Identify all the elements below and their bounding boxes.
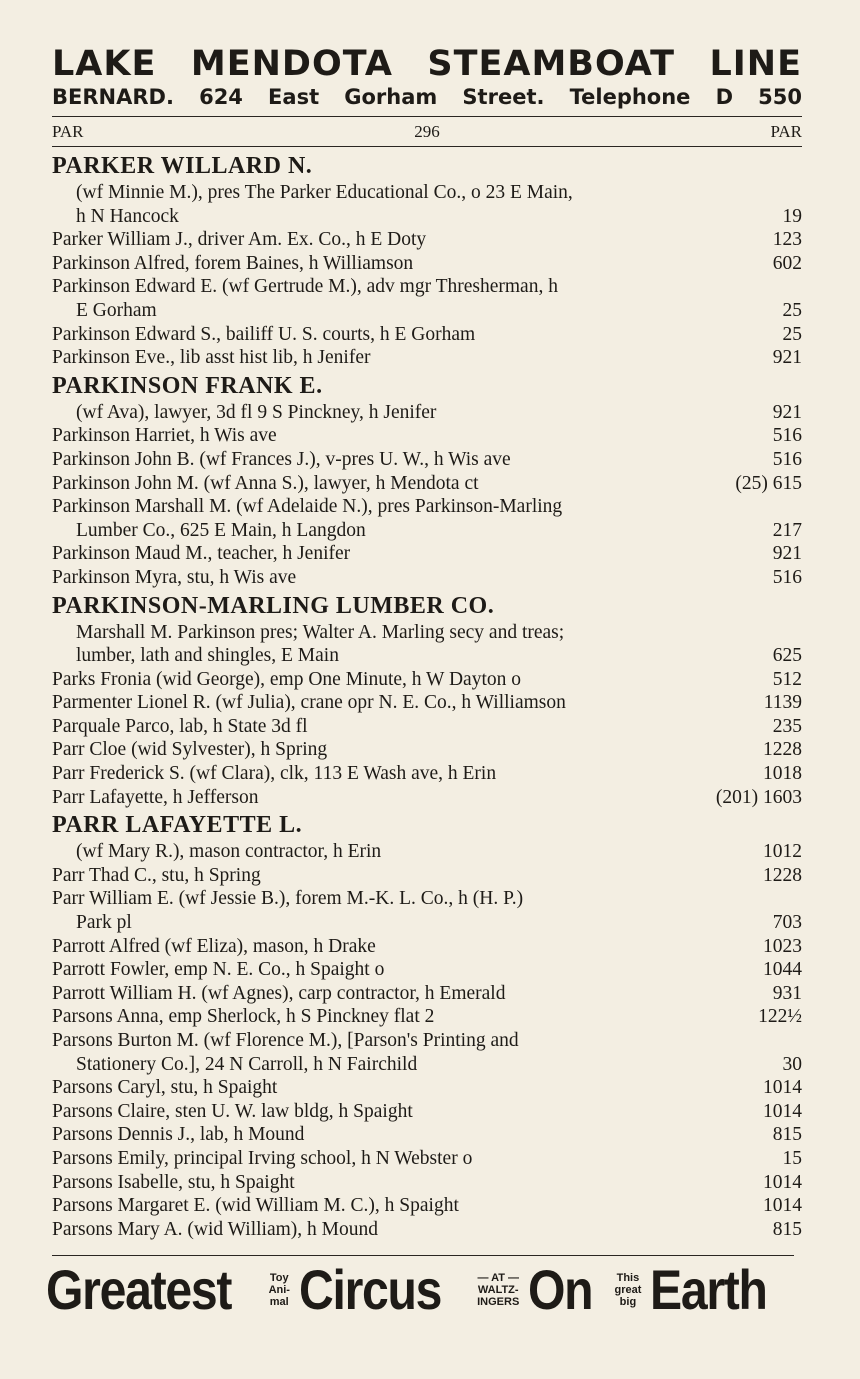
- directory-entry: [52, 1053, 802, 1077]
- entry-text: Parkinson Maud M., teacher, h Jenifer: [52, 543, 351, 565]
- entry-address-number: 516: [772, 566, 802, 588]
- entry-text: Parsons Burton M. (wf Florence M.), [Parson's Printing and: [52, 1030, 519, 1051]
- entry-address-number: 921: [772, 543, 802, 565]
- page-number: 296: [414, 122, 440, 141]
- entry-address-number: 1044: [763, 959, 802, 981]
- directory-entry: [52, 252, 802, 276]
- entry-address-number: 1012: [763, 841, 802, 863]
- entry-address-number: [792, 495, 802, 519]
- entry-heading: PARR LAFAYETTE L.: [52, 812, 303, 839]
- directory-page: [52, 44, 802, 1241]
- footer-word-circus: Circus: [298, 1258, 441, 1321]
- directory-entry: [52, 519, 802, 543]
- entry-address-number: 931: [772, 982, 802, 1004]
- entry-address-number: (201) 1603: [715, 786, 802, 808]
- entry-text: Parsons Claire, sten U. W. law bldg, h Spaight: [52, 1100, 413, 1122]
- stack-line: — AT —: [477, 1272, 519, 1284]
- directory-entry: [52, 323, 802, 347]
- run-right: PAR: [770, 122, 802, 141]
- entry-address-number: 1014: [763, 1077, 802, 1099]
- directory-entry: [52, 738, 802, 762]
- entry-text: lumber, lath and shingles, E Main: [76, 645, 339, 667]
- entry-text: Parkinson Edward S., bailiff U. S. courts, h E Gorham: [52, 323, 476, 345]
- stack-line: great: [614, 1284, 642, 1296]
- entry-address-number: 512: [772, 668, 802, 690]
- entry-text: Parquale Parco, lab, h State 3d fl: [52, 715, 308, 737]
- directory-entry: [52, 228, 802, 252]
- entry-text: (wf Mary R.), mason contractor, h Erin: [76, 841, 382, 863]
- directory-entry: [52, 786, 802, 810]
- entry-text: Parsons Emily, principal Irving school, h N Webster o: [52, 1147, 473, 1169]
- entry-address-number: 921: [772, 347, 802, 369]
- directory-entry: [52, 840, 802, 864]
- footer-word-greatest: Greatest: [46, 1258, 232, 1321]
- entry-address-number: 19: [782, 205, 802, 227]
- entry-text: Parsons Caryl, stu, h Spaight: [52, 1077, 278, 1099]
- entry-text: Parr Frederick S. (wf Clara), clk, 113 E Wash ave, h Erin: [52, 763, 497, 785]
- directory-entry: [52, 299, 802, 323]
- entry-address-number: 1014: [763, 1171, 802, 1193]
- stack-line: INGERS: [477, 1296, 520, 1308]
- stack-line: This: [616, 1272, 640, 1284]
- footer-word-on: On: [527, 1258, 593, 1321]
- entry-address-number: 921: [772, 401, 802, 423]
- ad-subtitle: BERNARD. 624 East Gorham Street. Telephone D 550: [52, 85, 802, 109]
- directory-entry: [52, 1029, 802, 1053]
- entry-text: Parmenter Lionel R. (wf Julia), crane opr N. E. Co., h Williamson: [52, 692, 566, 714]
- entry-address-number: 625: [772, 645, 802, 667]
- directory-entry: [52, 668, 802, 692]
- entry-heading: PARKER WILLARD N.: [52, 153, 313, 179]
- entry-text: Parkinson Myra, stu, h Wis ave: [52, 566, 297, 588]
- entry-text: Parr Cloe (wid Sylvester), h Spring: [52, 739, 328, 761]
- directory-entry: [52, 566, 802, 590]
- entry-text: Parr William E. (wf Jessie B.), forem M.-K. L. Co., h (H. P.): [52, 888, 524, 910]
- directory-entry: [52, 935, 802, 959]
- directory-entry: [52, 1218, 802, 1242]
- entry-address-number: 1014: [763, 1100, 802, 1122]
- directory-entry: [52, 346, 802, 370]
- entry-address-number: 235: [772, 715, 802, 737]
- directory-entry: [52, 1147, 802, 1171]
- entry-text: h N Hancock: [76, 205, 179, 227]
- entry-address-number: 1228: [763, 864, 802, 886]
- entry-text: Parrott Alfred (wf Eliza), mason, h Drake: [52, 935, 376, 957]
- entry-address-number: [792, 887, 802, 911]
- entry-address-number: 703: [772, 912, 802, 934]
- entry-address-number: 217: [772, 519, 802, 541]
- stack-line: big: [619, 1296, 637, 1308]
- entry-address-number: 123: [772, 229, 802, 251]
- entry-text: (wf Minnie M.), pres The Parker Educational Co., o 23 E Main,: [76, 182, 573, 203]
- entry-address-number: 602: [772, 252, 802, 274]
- directory-entry: [52, 1194, 802, 1218]
- footer-stack-this-great-big: [614, 1272, 641, 1308]
- directory-entry: [52, 472, 802, 496]
- running-head: [52, 117, 802, 146]
- directory-entry: [52, 644, 802, 668]
- entry-text: Marshall M. Parkinson pres; Walter A. Marling secy and treas;: [76, 621, 565, 643]
- directory-entry: [52, 495, 802, 519]
- entry-address-number: 516: [772, 425, 802, 447]
- entry-address-number: 25: [782, 299, 802, 321]
- directory-entry: [52, 205, 802, 229]
- footer-rule: [52, 1255, 794, 1256]
- run-left: PAR: [52, 122, 84, 141]
- directory-entry: [52, 1171, 802, 1195]
- entry-text: Park pl: [76, 912, 132, 934]
- entry-text: Parkinson Eve., lib asst hist lib, h Jenifer: [52, 347, 371, 369]
- entry-text: (wf Ava), lawyer, 3d fl 9 S Pinckney, h Jenifer: [76, 401, 437, 423]
- entry-address-number: 1018: [763, 763, 802, 785]
- stack-line: Ani-: [268, 1284, 290, 1296]
- entry-heading: PARKINSON FRANK E.: [52, 372, 323, 399]
- directory-entry: [52, 1123, 802, 1147]
- footer-stack-toy-animal: [269, 1272, 290, 1308]
- directory-entry: [52, 621, 802, 645]
- directory-entry: [52, 401, 802, 425]
- entry-address-number: 30: [782, 1053, 802, 1075]
- directory-entry: [52, 864, 802, 888]
- directory-entry: [52, 275, 802, 299]
- entry-address-number: 1228: [763, 739, 802, 761]
- directory-entry: [52, 424, 802, 448]
- entry-text: Parrott Fowler, emp N. E. Co., h Spaight o: [52, 959, 385, 981]
- entry-text: Parrott William H. (wf Agnes), carp contractor, h Emerald: [52, 982, 506, 1004]
- directory-entries: [52, 153, 802, 1241]
- entry-address-number: 25: [782, 323, 802, 345]
- entry-heading: PARKINSON-MARLING LUMBER CO.: [52, 592, 495, 619]
- entry-address-number: 815: [772, 1124, 802, 1146]
- directory-entry: [52, 181, 802, 205]
- directory-entry: [52, 887, 802, 911]
- entry-text: Parks Fronia (wid George), emp One Minute, h W Dayton o: [52, 668, 522, 690]
- entry-text: Parsons Margaret E. (wid William M. C.), h Spaight: [52, 1195, 459, 1217]
- entry-text: Parr Thad C., stu, h Spring: [52, 864, 261, 886]
- stack-line: WALTZ-: [477, 1284, 519, 1296]
- entry-address-number: [792, 275, 802, 299]
- entry-address-number: 1023: [763, 935, 802, 957]
- running-head-rule: [52, 146, 802, 147]
- stack-line: Toy: [269, 1272, 289, 1284]
- directory-entry: [52, 1005, 802, 1029]
- entry-address-number: [792, 1029, 802, 1053]
- entry-text: Parker William J., driver Am. Ex. Co., h E Doty: [52, 229, 427, 251]
- entry-text: Stationery Co.], 24 N Carroll, h N Fairchild: [76, 1053, 418, 1075]
- entry-text: Parsons Anna, emp Sherlock, h S Pinckney flat 2: [52, 1006, 435, 1028]
- directory-entry: [52, 958, 802, 982]
- directory-entry: [52, 448, 802, 472]
- stack-line: mal: [269, 1296, 289, 1308]
- entry-text: Parkinson John M. (wf Anna S.), lawyer, h Mendota ct: [52, 472, 479, 494]
- directory-entry: [52, 542, 802, 566]
- entry-address-number: 15: [782, 1147, 802, 1169]
- directory-entry: [52, 715, 802, 739]
- entry-address-number: [792, 621, 802, 645]
- entry-text: Parsons Mary A. (wid William), h Mound: [52, 1218, 379, 1240]
- entry-text: Parkinson Alfred, forem Baines, h Williamson: [52, 252, 414, 274]
- entry-text: Parr Lafayette, h Jefferson: [52, 786, 259, 808]
- entry-address-number: 1014: [763, 1195, 802, 1217]
- entry-address-number: [792, 181, 802, 205]
- directory-entry: [52, 911, 802, 935]
- footer-stack-waltzingers: [477, 1272, 519, 1308]
- directory-entry: [52, 691, 802, 715]
- entry-address-number: 516: [772, 448, 802, 470]
- entry-text: Parsons Dennis J., lab, h Mound: [52, 1124, 305, 1146]
- entry-text: Parkinson John B. (wf Frances J.), v-pres U. W., h Wis ave: [52, 448, 511, 470]
- entry-text: Parkinson Marshall M. (wf Adelaide N.), pres Parkinson-Marling: [52, 496, 563, 518]
- entry-text: E Gorham: [76, 299, 157, 321]
- directory-entry: [52, 762, 802, 786]
- entry-address-number: 1139: [763, 692, 802, 714]
- entry-address-number: 122½: [758, 1006, 802, 1028]
- entry-address-number: (25) 615: [735, 472, 802, 494]
- entry-text: Parsons Isabelle, stu, h Spaight: [52, 1171, 295, 1193]
- ad-title: LAKE MENDOTA STEAMBOAT LINE: [52, 44, 802, 84]
- footer-word-earth: Earth: [649, 1258, 767, 1321]
- entry-text: Parkinson Harriet, h Wis ave: [52, 425, 277, 447]
- directory-entry: [52, 982, 802, 1006]
- directory-entry: [52, 1100, 802, 1124]
- entry-text: Parkinson Edward E. (wf Gertrude M.), adv mgr Thresherman, h: [52, 276, 558, 298]
- footer-ad: [46, 1258, 806, 1322]
- entry-text: Lumber Co., 625 E Main, h Langdon: [76, 519, 366, 541]
- entry-address-number: 815: [772, 1218, 802, 1240]
- directory-entry: [52, 1076, 802, 1100]
